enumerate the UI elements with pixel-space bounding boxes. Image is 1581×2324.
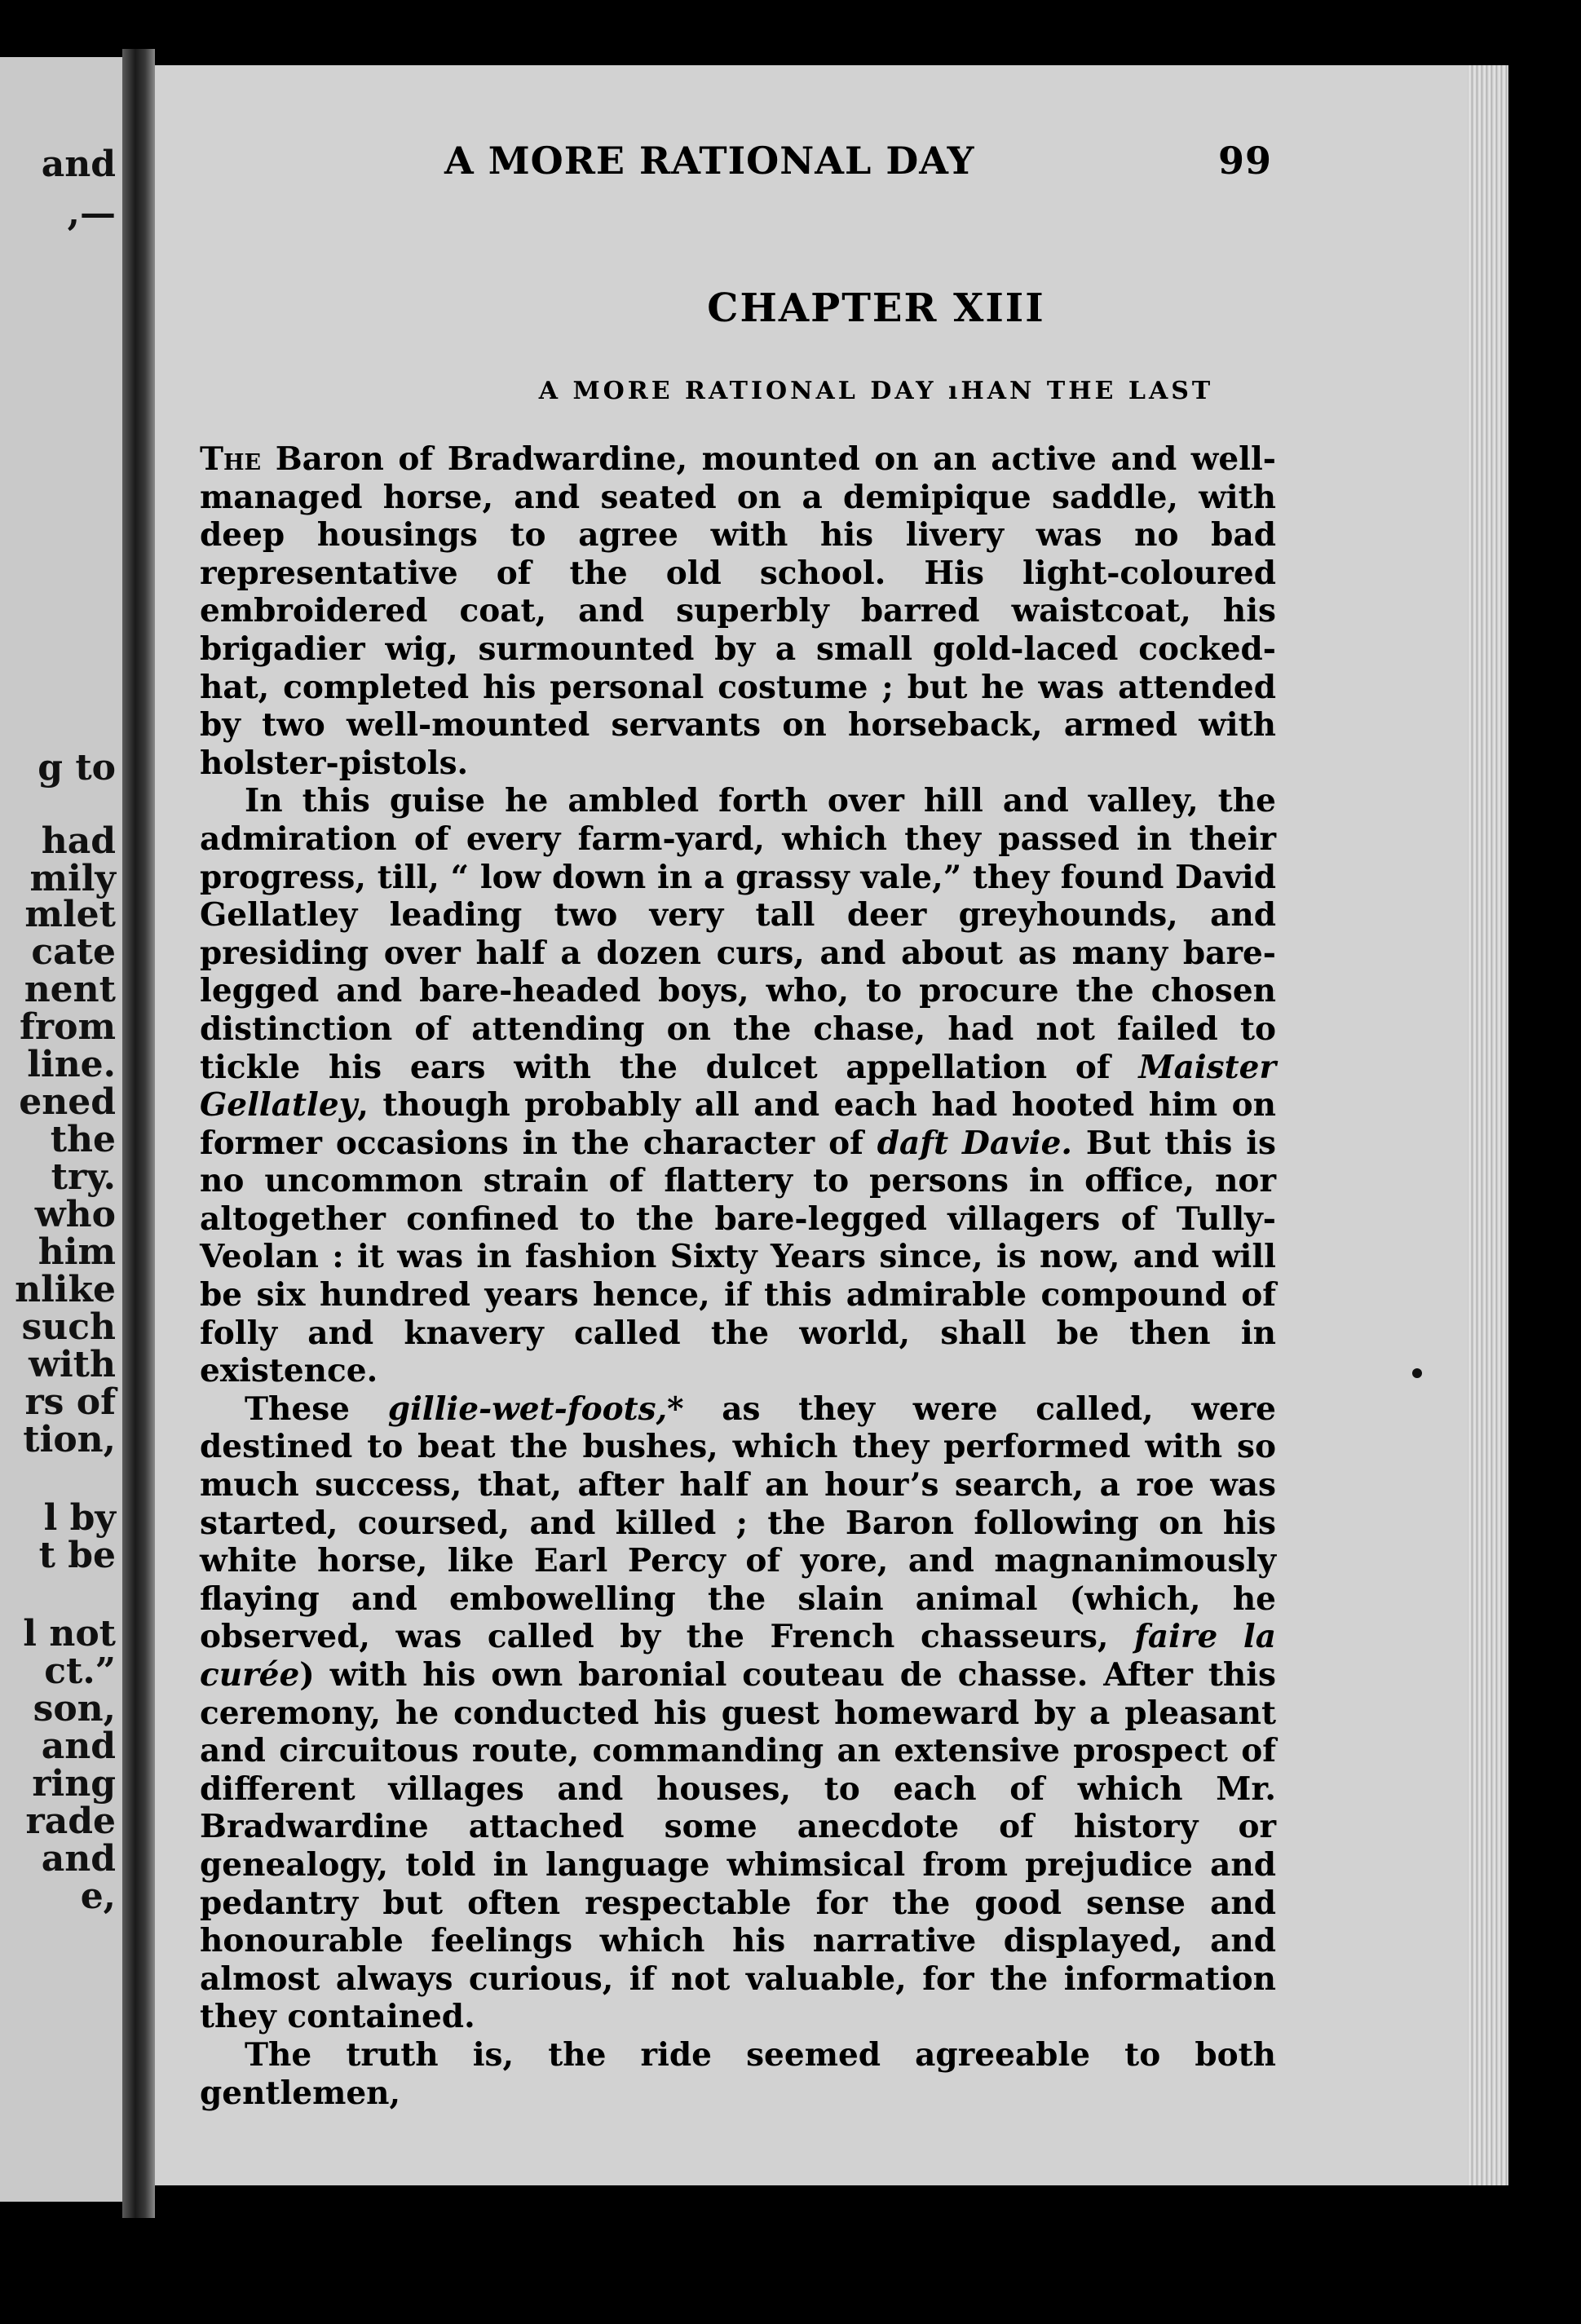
left-page-fragment: ,— — [67, 192, 116, 234]
left-page-fragment: cate — [31, 931, 116, 973]
left-page-fragment: rs of — [24, 1381, 116, 1423]
chapter-heading: CHAPTER XIII — [707, 285, 1045, 331]
paragraph-2-text-c: But this is no uncommon strain of flattery to persons in office, nor altogether confined to the bare-legged villagers of Tully-Veolan : it was in fashion Sixty Years since, is now, and will be six hundred years hence, if this admirable compound of folly and knavery called the world, shall be then in existence. — [200, 1124, 1276, 1390]
paragraph-3 — [200, 1390, 1276, 2036]
left-page-fragment: ened — [19, 1081, 116, 1123]
left-page-fragment: him — [38, 1231, 116, 1273]
left-page-fragment: e, — [80, 1876, 116, 1917]
left-page-fragment: the — [50, 1119, 116, 1160]
left-page-fragment: try. — [51, 1156, 116, 1198]
running-head-title: A MORE RATIONAL DAY — [444, 139, 975, 183]
left-page-fragment: l by — [43, 1497, 116, 1539]
chapter-subtitle: A MORE RATIONAL DAY ıHAN THE LAST — [538, 377, 1214, 405]
left-page-fragment: and — [41, 1725, 116, 1767]
chapter-body — [200, 440, 1276, 2112]
paragraph-lead-word: The — [200, 440, 262, 478]
left-page-fragment: mlet — [24, 894, 116, 935]
left-page-fragment: had — [41, 820, 116, 862]
left-page-fragment: nlike — [15, 1269, 116, 1310]
paragraph-1-text: Baron of Bradwardine, mounted on an active and well-managed horse, and seated on a demipique saddle, with deep housings to agree with his livery was no bad representative of the old school. His light-coloured embroidered coat, and superbly barred waistcoat, his brigadier wig, surmounted by a small gold-laced cocked-hat, completed his personal costume ; but he was attended by two well-mounted servants on horseback, armed with holster-pistols. — [200, 440, 1276, 782]
left-page-fragment: such — [21, 1306, 116, 1348]
book-gutter — [122, 49, 155, 2218]
left-page-fragment: rade — [25, 1800, 116, 1842]
paragraph-2-text-b: , though probably all and each had hooted him on former occasions in the character of — [200, 1086, 1276, 1162]
left-page-fragment: with — [29, 1344, 116, 1385]
left-page-fragment: line. — [27, 1044, 116, 1085]
left-page-fragment: tion, — [23, 1419, 116, 1460]
left-page-fragment: ring — [32, 1763, 116, 1805]
paragraph-3-text-b: * as they were called, were destined to beat the bushes, which they performed with so much success, that, after half an hour’s search, a roe was started, coursed, and killed ; the Baron following on his white horse, like Earl Percy of yore, and magnanimously flaying and embowelling the slain animal (which, he observed, was called by the French chasseurs, — [200, 1390, 1276, 1656]
left-page-fragment: and — [41, 144, 116, 185]
left-page-fragment: g to — [38, 747, 116, 789]
ink-speck — [1412, 1368, 1422, 1378]
paragraph-4 — [200, 2036, 1276, 2112]
left-page-fragment: from — [19, 1006, 116, 1048]
paragraph-3-text-a: These — [245, 1390, 388, 1428]
paragraph-3-text-c: ) with his own baronial couteau de chasse. After this ceremony, he conducted his guest homeward by a pleasant and circuitous route, commanding an extensive prospect of different villages and houses, to each of which Mr. Bradwardine attached some anecdote of history or genealogy, told in language whimsical from prejudice and pedantry but often respectable for the good sense and honourable feelings which his narrative displayed, and almost always curious, if not valuable, for the information they contained. — [200, 1656, 1276, 2036]
paragraph-2-italic-b: daft Davie. — [877, 1124, 1072, 1162]
paragraph-1 — [200, 440, 1276, 782]
left-page-fragment: l not — [23, 1613, 116, 1655]
left-page-fragment: mily — [29, 858, 116, 899]
left-page-fragment: t be — [38, 1535, 116, 1576]
paragraph-2-italic-a: Maister Gellatley — [200, 1048, 1276, 1124]
paragraph-2-text-a: In this guise he ambled forth over hill and valley, the admiration of every farm-yard, which they passed in their progress, till, “ low down in a grassy vale,” they found David Gellatley leading two very tall deer greyhounds, and presiding over half a dozen curs, and about as many bare-legged and bare-headed boys, who, to procure the chosen distinction of attending on the chase, had not failed to tickle his ears with the dulcet appellation of — [200, 782, 1276, 1086]
paragraph-3-italic-a: gillie-wet-foots, — [387, 1390, 668, 1428]
left-page-fragment: son, — [33, 1688, 116, 1730]
paragraph-3-italic-b: faire la curée — [200, 1618, 1276, 1694]
paragraph-4-text: The truth is, the ride seemed agreeable to both gentlemen, — [200, 2035, 1276, 2112]
left-page-fragment: ct.” — [44, 1650, 116, 1692]
page-number: 99 — [1217, 139, 1272, 183]
paragraph-2 — [200, 782, 1276, 1390]
left-page-fragment: and — [41, 1838, 116, 1880]
left-page-fragment: nent — [24, 969, 116, 1010]
left-page-fragment: who — [34, 1194, 116, 1235]
